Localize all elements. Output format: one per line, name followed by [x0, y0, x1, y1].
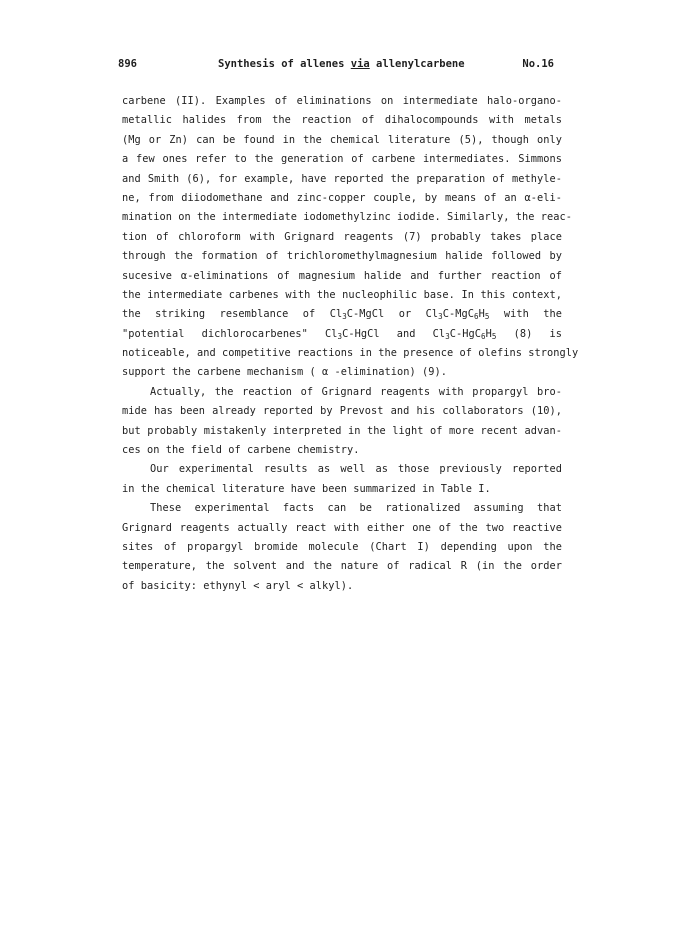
issue-number: No.16: [522, 58, 554, 70]
running-header: [118, 58, 554, 74]
text-line: in the chemical literature have been summarized in Table I.: [122, 482, 491, 495]
text-line: support the carbene mechanism ( α -elimination) (9).: [122, 366, 447, 379]
text-line: ces on the field of carbene chemistry.: [122, 444, 360, 457]
text-line: the striking resemblance of $Cl_3C$-MgCl or $Cl_3C-MgC_6H_5$ with the: [122, 308, 562, 322]
text-line: (Mg or Zn) can be found in the chemical literature (5), though only: [122, 133, 562, 146]
text-line: of basicity: ethynyl < aryl < alkyl).: [122, 579, 354, 592]
text-line: carbene (II). Examples of eliminations on intermediate halo-organo-: [122, 95, 562, 107]
text-line: mide has been already reported by Prevost and his collaborators (10),: [122, 405, 562, 418]
text-line: noticeable, and competitive reactions in the presence of olefins strongly: [122, 347, 579, 360]
text-line: Actually, the reaction of Grignard reagents with propargyl bro-: [150, 385, 562, 398]
text-line: metallic halides from the reaction of dihalocompounds with metals: [122, 114, 562, 127]
page-number: 896: [118, 58, 137, 70]
text-line: These experimental facts can be rationalized assuming that: [150, 502, 562, 515]
body-text: [122, 92, 579, 596]
text-line: mination on the intermediate iodomethylzinc iodide. Similarly, the reac-: [122, 211, 572, 224]
text-line: through the formation of trichloromethylmagnesium halide followed by: [122, 250, 562, 263]
text-line: "potential dichlorocarbenes" $Cl_3C$-HgCl and $Cl_3C-HgC_6H_5$ (8) is: [122, 327, 562, 341]
text-line: Our experimental results as well as those previously reported: [150, 463, 562, 476]
text-line: but probably mistakenly interpreted in the light of more recent advan-: [122, 424, 562, 437]
text-line: a few ones refer to the generation of carbene intermediates. Simmons: [122, 153, 562, 166]
text-line: ne, from diiodomethane and zinc-copper couple, by means of an α-eli-: [122, 191, 562, 204]
text-line: sites of propargyl bromide molecule (Chart I) depending upon the: [122, 540, 562, 553]
text-line: and Smith (6), for example, have reported the preparation of methyle-: [122, 172, 562, 185]
text-line: temperature, the solvent and the nature of radical R (in the order: [122, 560, 562, 573]
text-line: Grignard reagents actually react with either one of the two reactive: [122, 521, 562, 534]
text-line: sucesive α-eliminations of magnesium halide and further reaction of: [122, 269, 562, 282]
text-line: the intermediate carbenes with the nucleophilic base. In this context,: [122, 288, 562, 301]
text-line: tion of chloroform with Grignard reagents (7) probably takes place: [122, 230, 562, 243]
running-title: Synthesis of allenes via allenylcarbene: [218, 58, 465, 70]
